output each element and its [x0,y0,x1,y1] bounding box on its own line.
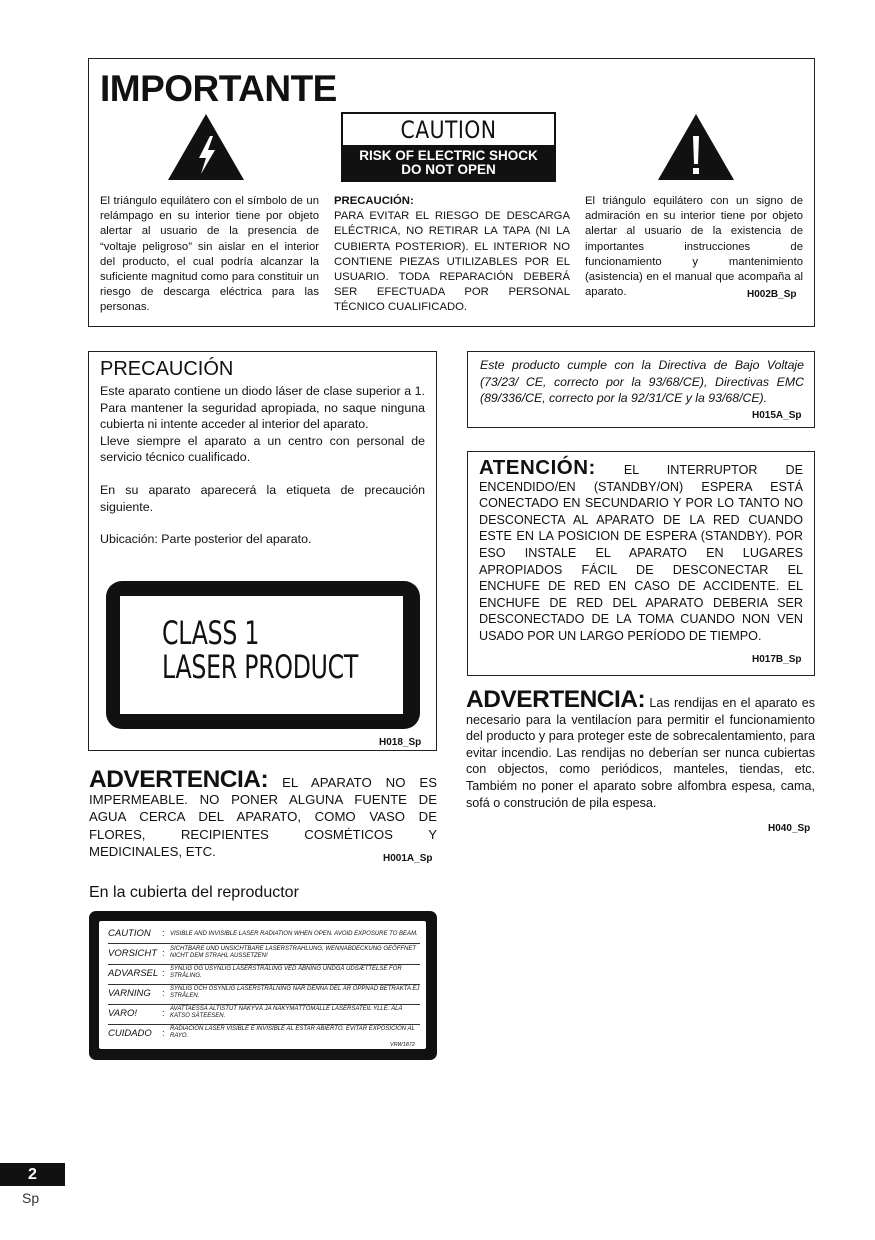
advertencia-ventilation-code: H040_Sp [768,823,811,834]
cubierta-title: En la cubierta del reproductor [89,884,299,901]
advertencia-water-code: H001A_Sp [383,853,433,864]
laser-label-line2: LASER PRODUCT [162,648,359,686]
advertencia-ventilation-text: Las rendijas en el aparato es necesario para la ventilacíon para permitir el funcionamiento del producto y para proteger este de sobrecalentamiento, para evitar incendio. Las rendijas no deberían ser nunca cubiertas con objectos, como periódicos, manteles, tiendas, etc. Tambiém no poner el aparato sobre alfombra espesa, cama, sofá o construción de pila espesa. [466,696,815,810]
advertencia-ventilation-heading: ADVERTENCIA: [466,686,646,713]
lightning-explanation: El triángulo equilátero con el símbolo de un relámpago en su interior tiene por objeto alertar al usuario de la presencia de “voltaje peligroso” sin aislar en el interior del producto, el cual podría alcanzar la suficiente magnitud como para constituir un riesgo de descarga eléctrica para las personas. [100,195,319,314]
warning-text: RADIACIÓN LÁSER VISIBLE E INVISIBLE AL ESTAR ABIERTO. EVITAR EXPOSICIÓN AL RAYO. [170,1026,415,1040]
page-language: Sp [22,1190,40,1206]
precaucion-warning-heading: PRECAUCIÓN: [334,195,414,207]
caution-sub1: RISK OF ELECTRIC SHOCK [359,148,538,163]
advertencia-water [89,766,437,860]
warning-row: CUIDADO : RADIACIÓN LÁSER VISIBLE E INVISIBLE AL ESTAR ABIERTO. EVITAR EXPOSICIÓN AL RAYO. [108,1025,420,1044]
warning-row: ADVARSEL : SYNLIG OG USYNLIG LASERSTRÅLING VED ÅBNING UNDGÅ UDSÆTTELSE FOR STRÅLING. [108,965,420,985]
warning-lang: ADVARSEL [108,968,159,979]
precaucion-para2: Lleve siempre el aparato a un centro con personal de servicio técnico cualificado. [100,433,425,465]
page-number: 2 [0,1163,65,1186]
lightning-triangle-icon [166,112,246,182]
laser-label-text [162,616,358,684]
warning-text: SYNLIG OG USYNLIG LASERSTRÅLING VED ÅBNING UNDGÅ UDSÆTTELSE FOR STRÅLING. [170,966,402,980]
warning-text: SYNLIG OCH OSYNLIG LASERSTRÅLNING NÄR DENNA DEL ÄR ÖPPNAD BETRAKTA EJ STRÅLEN. [170,986,420,1000]
warning-row: VARO! : AVATTAESSA ALTISTUT NÄKYVÄ JA NÄKYMÄTTÖMÄLLE LASERSATEIL YLLE. ÄLÄ KATSO SÄTEESEN. [108,1005,420,1025]
warning-lang: CUIDADO [108,1028,152,1039]
bajo-voltaje-code: H015A_Sp [752,410,802,421]
warning-lang: VARNING [108,988,151,999]
warning-lang: CAUTION [108,928,151,939]
warning-text: VISIBLE AND INVISIBLE LASER RADIATION WHEN OPEN. AVOID EXPOSURE TO BEAM. [170,931,418,937]
precaucion-para3: En su aparato aparecerá la etiqueta de precaución siguiente. [100,482,425,514]
importante-title: IMPORTANTE [100,68,337,109]
warning-row: VORSICHT : SICHTBARE UND UNSICHTBARE LASERSTRAHLUNG, WENNABDECKUNG GEÖFFNET NICHT DEM STRAHL AUSSETZEN! [108,945,420,965]
importante-code: H002B_Sp [747,289,797,300]
atencion-body [479,456,803,645]
precaucion-title: PRECAUCIÓN [100,358,234,380]
warning-row: VARNING : SYNLIG OCH OSYNLIG LASERSTRÅLNING NÄR DENNA DEL ÄR ÖPPNAD BETRAKTA EJ STRÅLEN. [108,985,420,1005]
caution-label [341,112,556,182]
advertencia-ventilation [466,686,815,811]
precaucion-warning-text: PARA EVITAR EL RIESGO DE DESCARGA ELÉCTRICA, NO RETIRAR LA TAPA (NI LA CUBIERTA POSTERIOR). EL INTERIOR NO CONTIENE PIEZAS UTILIZABLES POR EL USUARIO. TODA REPARACIÓN DEBERÁ SER EFECTUADA POR PERSONAL TÉCNICO CUALIFICADO. [334,210,570,314]
precaucion-warning [334,194,570,316]
cubierta-code: VRW1872 [390,1042,415,1048]
caution-sub2: DO NOT OPEN [401,162,496,177]
bajo-voltaje-text: Este producto cumple con la Directiva de Bajo Voltaje (73/23/ CE, correcto por la 93/68/CE), Directivas EMC (89/336/CE, correcto por la 92/31/CE y la 93/68/CE). [480,358,804,406]
atencion-text: EL INTERRUPTOR DE ENCENDIDO/EN (STANDBY/ON) ESPERA ESTÁ CONECTADO EN SECUNDARIO Y POR LO TANTO NO DESCONECTA AL APARATO DE LA RED CUANDO ESTE EN LA POSICION DE ESPERA (STANDBY). POR ESO INSTALE EL APARATO EN LUGARES APROPIADOS FÁCIL DE DESCONECTAR EL ENCHUFE DE RED EN CASO DE ACCIDENTE. EL ENCHUFE DE RED DEL APARATO DEBERIA SER DESCONECTADO DE LA TOMA CUANDO NON VEN USADO POR UN LARGO PERÍODO DE TIEMPO. [479,463,803,643]
warning-text: AVATTAESSA ALTISTUT NÄKYVÄ JA NÄKYMÄTTÖMÄLLE LASERSATEIL YLLE. ÄLÄ KATSO SÄTEESEN. [170,1006,403,1020]
caution-word: CAUTION [400,116,497,144]
exclamation-explanation: El triángulo equilátero con un signo de admiración en su interior tiene por objeto alertar al usuario de la existencia de importantes instrucciones de funcionamiento y mantenimiento (asistencia) en el manual que acompaña al aparato. [585,195,803,299]
precaucion-para4: Ubicación: Parte posterior del aparato. [100,532,312,547]
exclamation-triangle-icon [656,112,736,182]
laser-label-line1: CLASS 1 [162,614,260,652]
warning-row: CAUTION : VISIBLE AND INVISIBLE LASER RADIATION WHEN OPEN. AVOID EXPOSURE TO BEAM. [108,928,420,944]
atencion-heading: ATENCIÓN: [479,456,596,479]
warning-text: SICHTBARE UND UNSICHTBARE LASERSTRAHLUNG, WENNABDECKUNG GEÖFFNET NICHT DEM STRAHL AUSSETZEN! [170,946,417,960]
warning-lang: VARO! [108,1008,138,1019]
advertencia-water-heading: ADVERTENCIA: [89,766,269,793]
warning-lang: VORSICHT [108,948,158,959]
precaucion-body [100,383,425,548]
precaucion-code: H018_Sp [379,737,422,748]
atencion-code: H017B_Sp [752,654,802,665]
precaucion-para1: Este aparato contiene un diodo láser de clase superior a 1. Para mantener la seguridad apropiada, no saque ninguna cubierta ni intente acceder al interior del aparato. [100,384,425,432]
advertencia-water-text: EL APARATO NO ES IMPERMEABLE. NO PONER ALGUNA FUENTE DE AGUA CERCA DEL APARATO, COMO VASO DE FLORES, RECIPIENTES COSMÉTICOS Y MEDICINALES, ETC. [89,775,437,859]
caution-warning-bar [343,145,554,180]
